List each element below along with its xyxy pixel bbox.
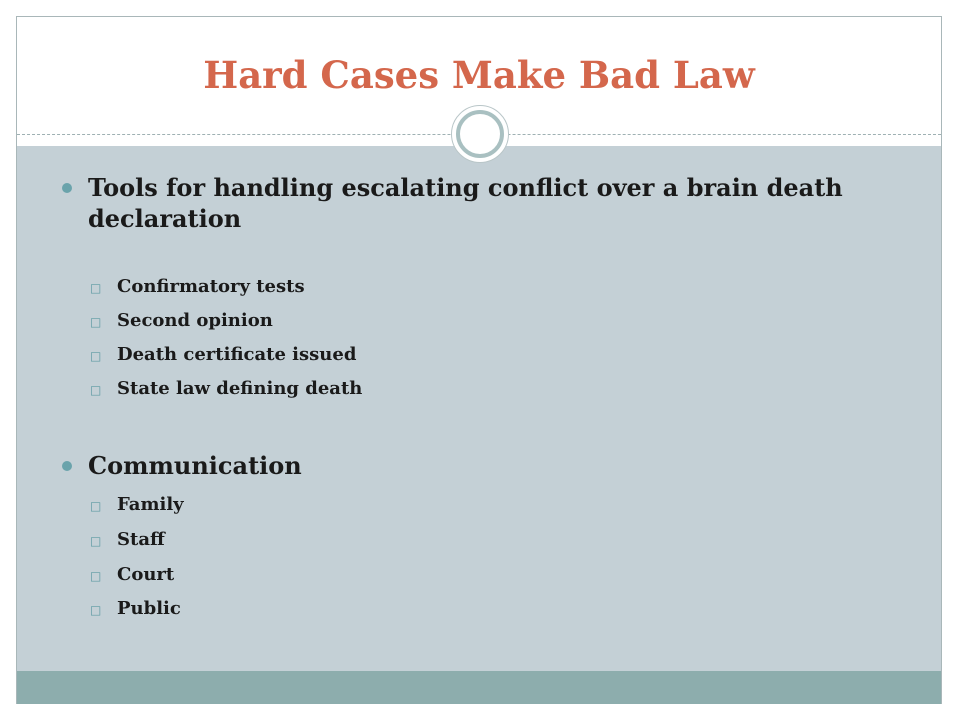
hollow-square-bullet-icon: □ — [90, 281, 102, 295]
subitem-state-law: State law defining death — [117, 378, 363, 399]
ring-ornament-inner — [456, 110, 504, 158]
bullet-text-communication: Communication — [88, 451, 302, 480]
subitem-death-certificate: Death certificate issued — [117, 344, 357, 365]
subitem-second-opinion: Second opinion — [117, 310, 273, 331]
subitem-public: Public — [117, 598, 181, 619]
hollow-square-bullet-icon: □ — [90, 383, 102, 397]
hollow-square-bullet-icon: □ — [90, 603, 102, 617]
filled-circle-bullet-icon — [62, 183, 72, 193]
hollow-square-bullet-icon: □ — [90, 499, 102, 513]
subitem-staff: Staff — [117, 529, 165, 550]
slide-title: Hard Cases Make Bad Law — [203, 53, 755, 97]
subitem-family: Family — [117, 494, 184, 515]
subitem-confirmatory-tests: Confirmatory tests — [117, 276, 305, 297]
subitem-court: Court — [117, 564, 175, 585]
hollow-square-bullet-icon: □ — [90, 349, 102, 363]
bullet-text-tools: Tools for handling escalating conflict over a brain death declaration — [88, 173, 843, 233]
filled-circle-bullet-icon — [62, 461, 72, 471]
hollow-square-bullet-icon: □ — [90, 315, 102, 329]
footer-band — [17, 671, 941, 704]
hollow-square-bullet-icon: □ — [90, 534, 102, 548]
hollow-square-bullet-icon: □ — [90, 569, 102, 583]
